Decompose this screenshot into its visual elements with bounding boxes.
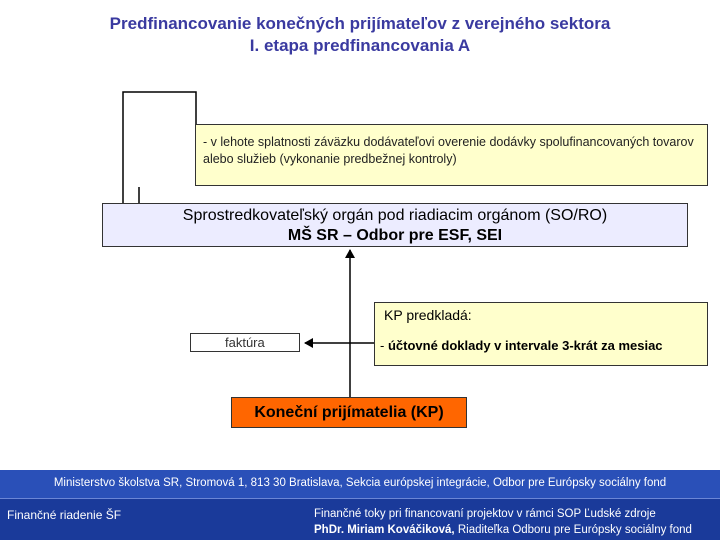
invoice-box [190,333,300,352]
verification-note-text: - v lehote splatnosti záväzku dodávateľovi overenie dodávky spolufinancovaných tovarov alebo služieb (vykonanie predbežnej kontroly) [203,135,694,166]
verification-note [195,124,708,186]
kp-submits-item [380,338,663,353]
slide-subtitle: I. etapa predfinancovania A [249,36,471,55]
footer [0,470,720,540]
final-beneficiaries-label: Koneční prijímatelia (KP) [254,404,444,421]
feedback-line [123,92,196,203]
footer-left-label: Finančné riadenie ŠF [7,508,122,522]
kp-item-dash: - [380,338,385,353]
intermediate-body-dept: MŠ SR – Odbor pre ESF, SEI [287,227,503,244]
kp-submits-box [374,302,708,366]
invoice-label: faktúra [225,335,265,350]
footer-author-role: Riaditeľka Odboru pre Európsky sociálny fond [457,524,692,536]
footer-right-title: Finančné toky pri financovaní projektov v rámci SOP Ľudské zdroje [314,508,656,520]
intermediate-body-name: Sprostredkovateľský orgán pod riadiacim orgánom (SO/RO) [182,207,608,224]
kp-item-text: účtovné doklady v intervale 3-krát za mesiac [387,338,663,353]
slide-title: Predfinancovanie konečných prijímateľov z verejného sektora [109,14,611,33]
footer-address: Ministerstvo školstva SR, Stromová 1, 813 30 Bratislava, Sekcia európskej integrácie, Odbor pre Európsky sociálny fond [53,477,667,489]
footer-right-author [314,524,692,536]
kp-submits-heading: KP predkladá: [384,307,472,323]
footer-author-name: PhDr. Miriam Kováčiková, [314,524,455,536]
final-beneficiaries-box [231,397,467,428]
intermediate-body-box [102,203,688,247]
